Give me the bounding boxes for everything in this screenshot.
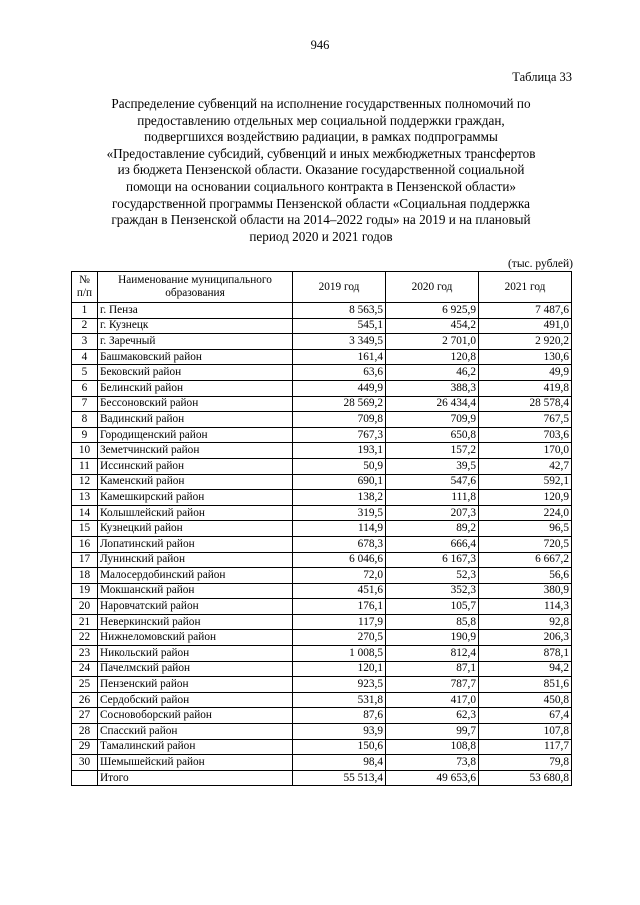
document-title — [70, 96, 572, 245]
table-row — [72, 365, 572, 381]
cell-2021: 206,3 — [479, 630, 572, 646]
cell-2020: 46,2 — [386, 365, 479, 381]
cell-2021: 878,1 — [479, 646, 572, 662]
cell-2019: 50,9 — [293, 458, 386, 474]
cell-2019: 55 513,4 — [293, 770, 386, 786]
cell-2020: 547,6 — [386, 474, 479, 490]
cell-2019: 63,6 — [293, 365, 386, 381]
cell-2021: 450,8 — [479, 692, 572, 708]
table-row — [72, 568, 572, 584]
cell-2019: 114,9 — [293, 521, 386, 537]
cell-2020: 85,8 — [386, 614, 479, 630]
table-header-row — [72, 272, 572, 303]
units-label: (тыс. рублей) — [507, 258, 573, 270]
cell-2021: 419,8 — [479, 380, 572, 396]
header-name: Наименование муниципального образования — [98, 272, 293, 303]
cell-num: 9 — [72, 427, 98, 443]
cell-num: 6 — [72, 380, 98, 396]
cell-name: г. Кузнецк — [98, 318, 293, 334]
cell-num: 26 — [72, 692, 98, 708]
cell-num: 15 — [72, 521, 98, 537]
title-line: «Предоставление субсидий, субвенций и иных межбюджетных трансфертов — [106, 145, 536, 161]
cell-num: 16 — [72, 536, 98, 552]
header-2019: 2019 год — [293, 272, 386, 303]
cell-name: Спасский район — [98, 724, 293, 740]
header-2020: 2020 год — [386, 272, 479, 303]
table-row — [72, 318, 572, 334]
cell-2021: 49,9 — [479, 365, 572, 381]
cell-name: Нижнеломовский район — [98, 630, 293, 646]
cell-2019: 709,8 — [293, 412, 386, 428]
cell-2020: 87,1 — [386, 661, 479, 677]
cell-2021: 94,2 — [479, 661, 572, 677]
cell-2020: 709,9 — [386, 412, 479, 428]
cell-2021: 42,7 — [479, 458, 572, 474]
table-row — [72, 692, 572, 708]
cell-num: 5 — [72, 365, 98, 381]
table-row — [72, 708, 572, 724]
cell-2020: 105,7 — [386, 599, 479, 615]
subvention-table — [71, 271, 572, 786]
cell-2021: 96,5 — [479, 521, 572, 537]
cell-name: Земетчинский район — [98, 443, 293, 459]
cell-2019: 8 563,5 — [293, 303, 386, 319]
cell-num: 2 — [72, 318, 98, 334]
table-row — [72, 458, 572, 474]
table-row — [72, 443, 572, 459]
cell-2021: 92,8 — [479, 614, 572, 630]
table-row — [72, 583, 572, 599]
cell-2019: 161,4 — [293, 349, 386, 365]
cell-2021: 28 578,4 — [479, 396, 572, 412]
cell-2019: 270,5 — [293, 630, 386, 646]
cell-num: 21 — [72, 614, 98, 630]
cell-name: Пензенский район — [98, 677, 293, 693]
cell-num: 20 — [72, 599, 98, 615]
cell-num: 13 — [72, 490, 98, 506]
cell-name: Камешкирский район — [98, 490, 293, 506]
table-row — [72, 349, 572, 365]
title-line: граждан в Пензенской области на 2014–2022 годы» на 2019 и на плановый — [111, 212, 531, 228]
table-row — [72, 536, 572, 552]
cell-2020: 352,3 — [386, 583, 479, 599]
cell-2019: 3 349,5 — [293, 334, 386, 350]
cell-name: Колышлейский район — [98, 505, 293, 521]
title-line: период 2020 и 2021 годов — [249, 228, 393, 244]
cell-2021: 67,4 — [479, 708, 572, 724]
cell-num: 27 — [72, 708, 98, 724]
cell-2020: 99,7 — [386, 724, 479, 740]
cell-name: Иссинский район — [98, 458, 293, 474]
cell-2019: 1 008,5 — [293, 646, 386, 662]
cell-2021: 114,3 — [479, 599, 572, 615]
cell-name: Башмаковский район — [98, 349, 293, 365]
cell-name: Сердобский район — [98, 692, 293, 708]
table-row — [72, 396, 572, 412]
cell-2020: 26 434,4 — [386, 396, 479, 412]
cell-name: Никольский район — [98, 646, 293, 662]
cell-2020: 787,7 — [386, 677, 479, 693]
cell-name: Тамалинский район — [98, 739, 293, 755]
cell-num: 30 — [72, 755, 98, 771]
cell-2020: 73,8 — [386, 755, 479, 771]
cell-2019: 923,5 — [293, 677, 386, 693]
cell-num — [72, 770, 98, 786]
cell-2020: 666,4 — [386, 536, 479, 552]
cell-2019: 138,2 — [293, 490, 386, 506]
table-row — [72, 677, 572, 693]
cell-2021: 2 920,2 — [479, 334, 572, 350]
cell-2019: 690,1 — [293, 474, 386, 490]
table-row — [72, 380, 572, 396]
cell-2020: 388,3 — [386, 380, 479, 396]
cell-name: Неверкинский район — [98, 614, 293, 630]
cell-2020: 812,4 — [386, 646, 479, 662]
table-row — [72, 724, 572, 740]
cell-num: 14 — [72, 505, 98, 521]
table-total-row — [72, 770, 572, 786]
table-row — [72, 412, 572, 428]
table-row — [72, 552, 572, 568]
table-row — [72, 521, 572, 537]
cell-2020: 6 925,9 — [386, 303, 479, 319]
cell-2020: 417,0 — [386, 692, 479, 708]
cell-2021: 592,1 — [479, 474, 572, 490]
cell-name: Городищенский район — [98, 427, 293, 443]
cell-2020: 49 653,6 — [386, 770, 479, 786]
cell-2021: 130,6 — [479, 349, 572, 365]
cell-2021: 6 667,2 — [479, 552, 572, 568]
cell-2020: 52,3 — [386, 568, 479, 584]
table-row — [72, 303, 572, 319]
title-line: предоставлению отдельных мер социальной поддержки граждан, — [137, 112, 505, 128]
cell-name: Наровчатский район — [98, 599, 293, 615]
cell-2021: 767,5 — [479, 412, 572, 428]
cell-num: 1 — [72, 303, 98, 319]
cell-2021: 120,9 — [479, 490, 572, 506]
cell-num: 19 — [72, 583, 98, 599]
cell-2019: 319,5 — [293, 505, 386, 521]
cell-name: г. Заречный — [98, 334, 293, 350]
cell-2021: 380,9 — [479, 583, 572, 599]
cell-2019: 451,6 — [293, 583, 386, 599]
cell-2020: 62,3 — [386, 708, 479, 724]
cell-2021: 703,6 — [479, 427, 572, 443]
cell-name: Мокшанский район — [98, 583, 293, 599]
header-num: № п/п — [72, 272, 98, 303]
table-row — [72, 505, 572, 521]
cell-2019: 531,8 — [293, 692, 386, 708]
table-row — [72, 646, 572, 662]
cell-2021: 53 680,8 — [479, 770, 572, 786]
cell-2020: 207,3 — [386, 505, 479, 521]
cell-num: 7 — [72, 396, 98, 412]
cell-num: 28 — [72, 724, 98, 740]
cell-2021: 720,5 — [479, 536, 572, 552]
cell-2020: 190,9 — [386, 630, 479, 646]
table-row — [72, 474, 572, 490]
title-line: из бюджета Пензенской области. Оказание государственной социальной — [117, 162, 525, 178]
cell-2020: 454,2 — [386, 318, 479, 334]
cell-name: Белинский район — [98, 380, 293, 396]
cell-2019: 176,1 — [293, 599, 386, 615]
cell-2021: 107,8 — [479, 724, 572, 740]
table-row — [72, 427, 572, 443]
cell-2019: 545,1 — [293, 318, 386, 334]
cell-num: 23 — [72, 646, 98, 662]
cell-2019: 120,1 — [293, 661, 386, 677]
cell-num: 29 — [72, 739, 98, 755]
cell-2019: 93,9 — [293, 724, 386, 740]
cell-num: 8 — [72, 412, 98, 428]
cell-name: г. Пенза — [98, 303, 293, 319]
cell-2020: 120,8 — [386, 349, 479, 365]
cell-2019: 117,9 — [293, 614, 386, 630]
table-row — [72, 614, 572, 630]
cell-name: Бековский район — [98, 365, 293, 381]
table-row — [72, 599, 572, 615]
table-body — [72, 303, 572, 786]
cell-num: 22 — [72, 630, 98, 646]
cell-name: Лунинский район — [98, 552, 293, 568]
cell-name: Пачелмский район — [98, 661, 293, 677]
cell-name: Малосердобинский район — [98, 568, 293, 584]
cell-2019: 28 569,2 — [293, 396, 386, 412]
cell-2021: 56,6 — [479, 568, 572, 584]
cell-name: Итого — [98, 770, 293, 786]
table-row — [72, 755, 572, 771]
cell-2020: 89,2 — [386, 521, 479, 537]
cell-2020: 650,8 — [386, 427, 479, 443]
cell-2020: 108,8 — [386, 739, 479, 755]
cell-2019: 678,3 — [293, 536, 386, 552]
cell-num: 4 — [72, 349, 98, 365]
cell-2021: 224,0 — [479, 505, 572, 521]
cell-2020: 157,2 — [386, 443, 479, 459]
cell-name: Бессоновский район — [98, 396, 293, 412]
cell-2021: 851,6 — [479, 677, 572, 693]
title-line: государственной программы Пензенской области «Социальная поддержка — [112, 195, 530, 211]
cell-name: Лопатинский район — [98, 536, 293, 552]
cell-2020: 39,5 — [386, 458, 479, 474]
cell-name: Шемышейский район — [98, 755, 293, 771]
cell-num: 24 — [72, 661, 98, 677]
cell-num: 18 — [72, 568, 98, 584]
cell-num: 17 — [72, 552, 98, 568]
cell-2021: 79,8 — [479, 755, 572, 771]
cell-num: 12 — [72, 474, 98, 490]
cell-2020: 111,8 — [386, 490, 479, 506]
table-row — [72, 661, 572, 677]
cell-2021: 7 487,6 — [479, 303, 572, 319]
table-row — [72, 630, 572, 646]
table-row — [72, 334, 572, 350]
cell-2019: 150,6 — [293, 739, 386, 755]
cell-2020: 6 167,3 — [386, 552, 479, 568]
cell-num: 10 — [72, 443, 98, 459]
title-line: подвергшихся воздействию радиации, в рамках подпрограммы — [144, 129, 498, 145]
table-row — [72, 739, 572, 755]
page-number: 946 — [310, 38, 330, 52]
cell-2019: 72,0 — [293, 568, 386, 584]
cell-2021: 117,7 — [479, 739, 572, 755]
cell-2021: 170,0 — [479, 443, 572, 459]
cell-2021: 491,0 — [479, 318, 572, 334]
cell-num: 25 — [72, 677, 98, 693]
cell-2019: 87,6 — [293, 708, 386, 724]
table-row — [72, 490, 572, 506]
cell-2019: 767,3 — [293, 427, 386, 443]
header-2021: 2021 год — [479, 272, 572, 303]
title-line: помощи на основании социального контракта в Пензенской области» — [126, 178, 516, 194]
cell-name: Вадинский район — [98, 412, 293, 428]
cell-name: Сосновоборский район — [98, 708, 293, 724]
cell-name: Каменский район — [98, 474, 293, 490]
cell-num: 3 — [72, 334, 98, 350]
cell-2020: 2 701,0 — [386, 334, 479, 350]
cell-num: 11 — [72, 458, 98, 474]
cell-2019: 449,9 — [293, 380, 386, 396]
cell-name: Кузнецкий район — [98, 521, 293, 537]
cell-2019: 98,4 — [293, 755, 386, 771]
table-label: Таблица 33 — [512, 70, 572, 84]
cell-2019: 6 046,6 — [293, 552, 386, 568]
cell-2019: 193,1 — [293, 443, 386, 459]
title-line: Распределение субвенций на исполнение государственных полномочий по — [111, 96, 531, 111]
